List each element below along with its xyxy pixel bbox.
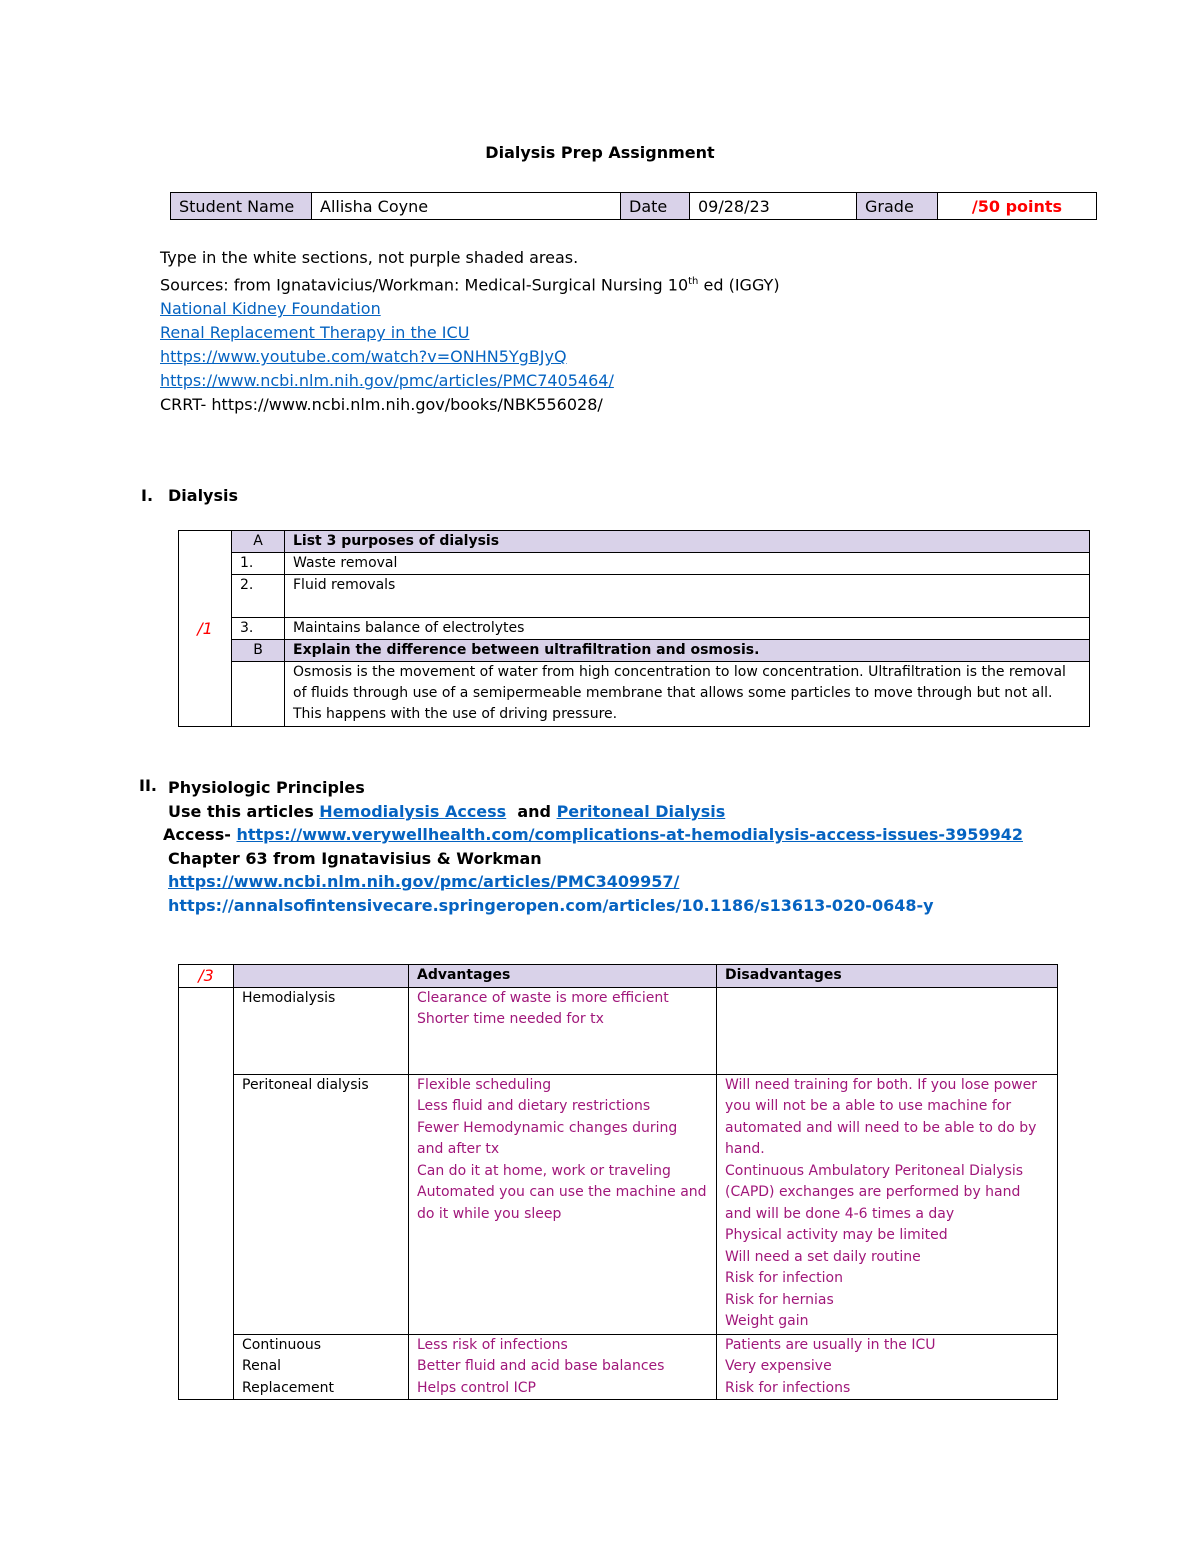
- link-hemodialysis-access[interactable]: Hemodialysis Access: [319, 802, 507, 821]
- link-ncbi-pmc3409957[interactable]: https://www.ncbi.nlm.nih.gov/pmc/articles/PMC3409957/: [168, 872, 680, 891]
- date-field[interactable]: 09/28/23: [690, 193, 857, 220]
- section-1-numeral: I.: [141, 486, 154, 505]
- instructions-text: Type in the white sections, not purple shaded areas.: [160, 248, 579, 267]
- peritoneal-disadvantages[interactable]: Will need training for both. If you lose power you will not be a able to use machine for automated and will need to be able to do by hand. Continuous Ambulatory Peritoneal Dialysis (CAPD) exchanges are performed by hand and will be done 4-6 times a day Physical activity may be limited Will need a set daily routine Risk for infection Risk for hernias Weight gain: [717, 1074, 1058, 1334]
- crrt-text: CRRT- https://www.ncbi.nlm.nih.gov/books/NBK556028/: [160, 395, 603, 415]
- purpose-2-num: 2.: [232, 575, 285, 618]
- date-label: Date: [621, 193, 690, 220]
- hemodialysis-disadvantages[interactable]: [717, 987, 1058, 1074]
- dialysis-table: [178, 530, 1090, 727]
- row-a-label: A: [232, 531, 285, 553]
- crrt-advantages[interactable]: Less risk of infections Better fluid and acid base balances Helps control ICP: [409, 1334, 717, 1400]
- student-name-label: Student Name: [171, 193, 312, 220]
- section-1-score: /1: [179, 531, 232, 727]
- question-a: List 3 purposes of dialysis: [285, 531, 1090, 553]
- row-b-label: B: [232, 640, 285, 662]
- section-2-score: /3: [179, 965, 234, 988]
- intro-block: [160, 246, 780, 417]
- col-advantages: Advantages: [409, 965, 717, 988]
- advantages-table: [178, 964, 1058, 1400]
- peritoneal-advantages[interactable]: Flexible scheduling Less fluid and dietary restrictions Fewer Hemodynamic changes during and after tx Can do it at home, work or traveling Automated you can use the machine and do it while you sleep: [409, 1074, 717, 1334]
- link-youtube[interactable]: https://www.youtube.com/watch?v=ONHN5YgBJyQ: [160, 347, 567, 367]
- row-peritoneal-label: Peritoneal dialysis: [234, 1074, 409, 1334]
- row-crrt-label: Continuous Renal Replacement: [234, 1334, 409, 1400]
- grade-label: Grade: [857, 193, 938, 220]
- access-line: Access- https://www.verywellhealth.com/complications-at-hemodialysis-access-issues-3959942: [163, 825, 1023, 844]
- answer-b[interactable]: Osmosis is the movement of water from high concentration to low concentration. Ultrafiltration is the removal of fluids through use of a semipermeable membrane that allows some particles to move through but not all. This happens with the use of driving pressure.: [285, 662, 1090, 727]
- hemodialysis-advantages[interactable]: Clearance of waste is more efficient Shorter time needed for tx: [409, 987, 717, 1074]
- link-national-kidney-foundation[interactable]: National Kidney Foundation: [160, 299, 381, 319]
- row-hemodialysis-label: Hemodialysis: [234, 987, 409, 1074]
- student-name-field[interactable]: Allisha Coyne: [312, 193, 621, 220]
- link-peritoneal-dialysis[interactable]: Peritoneal Dialysis: [556, 802, 726, 821]
- chapter-line: Chapter 63 from Ignatavisius & Workman: [168, 849, 542, 868]
- purpose-2-answer[interactable]: Fluid removals: [285, 575, 1090, 618]
- section-1-heading: Dialysis: [168, 486, 239, 505]
- section-2-use-line: Use this articles Hemodialysis Access and Peritoneal Dialysis: [168, 802, 726, 821]
- question-b: Explain the difference between ultrafiltration and osmosis.: [285, 640, 1090, 662]
- col-disadvantages: Disadvantages: [717, 965, 1058, 988]
- link-ncbi-pmc7405464[interactable]: https://www.ncbi.nlm.nih.gov/pmc/articles/PMC7405464/: [160, 371, 614, 391]
- grade-field: /50 points: [938, 193, 1097, 220]
- section-2-heading: Physiologic Principles: [168, 778, 365, 797]
- purpose-1-answer[interactable]: Waste removal: [285, 553, 1090, 575]
- sources-text: Sources: from Ignatavicius/Workman: Medical-Surgical Nursing 10th ed (IGGY): [160, 275, 780, 295]
- link-rrt-icu[interactable]: Renal Replacement Therapy in the ICU: [160, 323, 470, 343]
- section-2-numeral: II.: [139, 776, 157, 795]
- purpose-3-num: 3.: [232, 618, 285, 640]
- crrt-disadvantages[interactable]: Patients are usually in the ICU Very expensive Risk for infections: [717, 1334, 1058, 1400]
- purpose-3-answer[interactable]: Maintains balance of electrolytes: [285, 618, 1090, 640]
- link-verywellhealth[interactable]: https://www.verywellhealth.com/complications-at-hemodialysis-access-issues-3959942: [236, 825, 1023, 844]
- student-info-table: [170, 192, 1097, 220]
- link-annals-intensive-care[interactable]: https://annalsofintensivecare.springeropen.com/articles/10.1186/s13613-020-0648-y: [168, 896, 934, 915]
- purpose-1-num: 1.: [232, 553, 285, 575]
- page-title: Dialysis Prep Assignment: [485, 143, 715, 162]
